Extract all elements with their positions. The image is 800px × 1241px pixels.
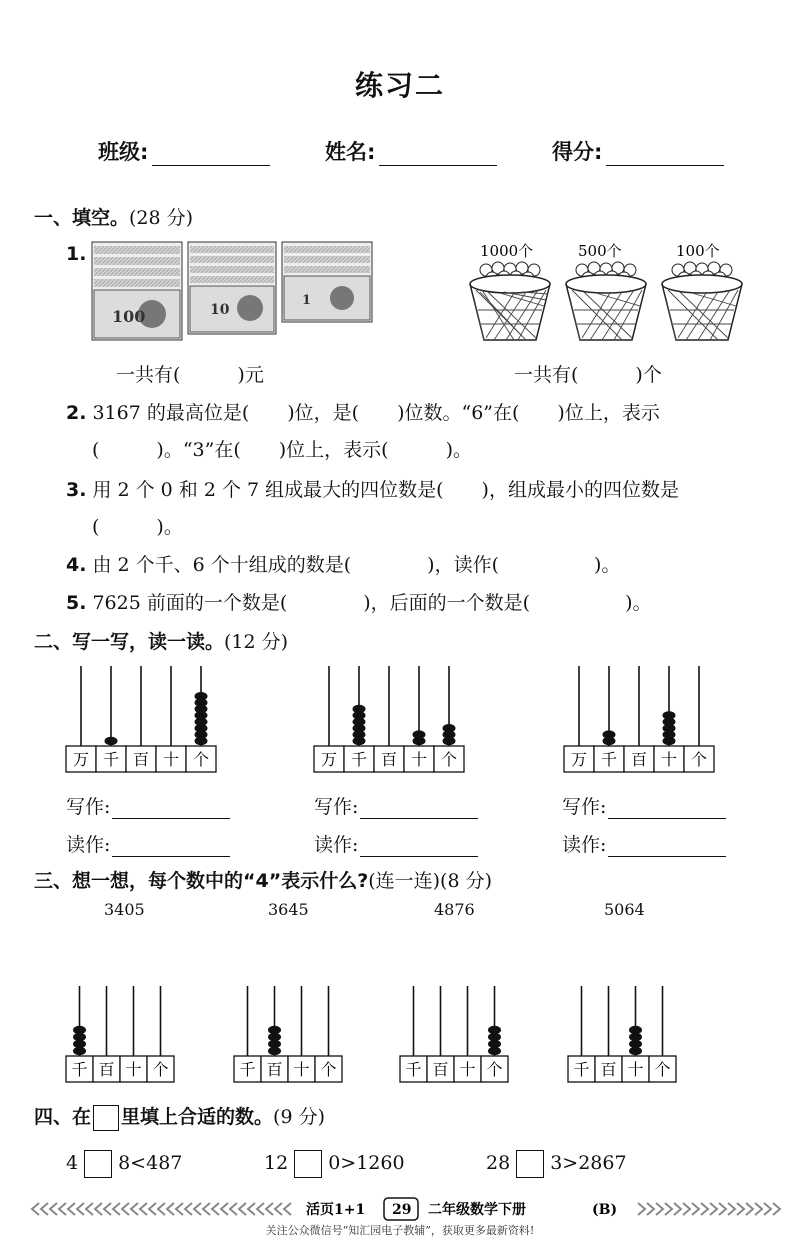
compare-item-3: 28 3>2867 [486, 1150, 627, 1178]
footer-edition: (B) [592, 1202, 618, 1218]
abacus-label: 百 [432, 1060, 449, 1079]
abacus-bead [73, 1026, 86, 1034]
abacus-label: 百 [266, 1060, 283, 1079]
abacus-label: 个 [440, 750, 458, 769]
section-1-title: 一、填空。 [34, 207, 130, 229]
section-3-title: 三、想一想，每个数中的“4”表示什么? [34, 870, 369, 892]
abacus-label: 十 [459, 1060, 476, 1079]
abacus-bead [195, 692, 208, 700]
abacus-five-2 [314, 666, 464, 772]
section-2-points: (12 分) [224, 631, 289, 653]
number-4876[interactable]: 4876 [434, 900, 475, 919]
abacus-row-five-rods [0, 660, 800, 780]
number-3645[interactable]: 3645 [268, 900, 309, 919]
q3-line1[interactable]: 3. 用 2 个 0 和 2 个 7 组成最大的四位数是( )，组成最小的四位数是 [66, 479, 679, 501]
abacus-label: 个 [654, 1060, 671, 1079]
q5[interactable]: 5. 7625 前面的一个数是( )，后面的一个数是( )。 [66, 592, 652, 614]
section-4-points: (9 分) [273, 1106, 325, 1128]
abacus-label: 十 [162, 750, 180, 769]
svg-text:1000个: 1000个 [480, 242, 534, 260]
basket-1000 [470, 242, 550, 340]
footer-brand: 活页1+1 [306, 1202, 366, 1218]
score-blank[interactable] [606, 143, 724, 166]
basket-500 [566, 242, 646, 340]
footer-page-number: 29 [392, 1202, 412, 1218]
abacus-2-write[interactable]: 写作: [314, 792, 478, 819]
q1-money-answer[interactable]: 一共有( )元 [116, 364, 264, 386]
svg-text:100个: 100个 [676, 242, 720, 260]
svg-text:10: 10 [210, 302, 230, 318]
abacus-label: 个 [320, 1060, 337, 1079]
baskets-image [466, 238, 756, 348]
basket-100 [662, 242, 742, 340]
footer-arrows-right-icon [638, 1203, 780, 1215]
abacus-bead [603, 730, 616, 738]
abacus-label: 十 [293, 1060, 310, 1079]
footer-bar [0, 1196, 800, 1222]
section-4-heading: 四、在 里填上合适的数。(9 分) [34, 1102, 325, 1131]
hundred-yuan-stack [92, 242, 182, 340]
name-field[interactable] [325, 136, 497, 166]
abacus-label: 千 [239, 1060, 256, 1079]
abacus-bead [629, 1026, 642, 1034]
abacus-label: 千 [573, 1060, 590, 1079]
abacus-label: 百 [98, 1060, 115, 1079]
abacus-label: 百 [380, 750, 398, 769]
q1-number: 1. [66, 243, 87, 265]
number-3405[interactable]: 3405 [104, 900, 145, 919]
abacus-label: 十 [125, 1060, 142, 1079]
ten-yuan-stack [188, 242, 276, 334]
score-field[interactable] [552, 136, 724, 166]
q2-line2[interactable]: ( )。“3”在( )位上，表示( )。 [92, 439, 472, 461]
number-5064[interactable]: 5064 [604, 900, 645, 919]
class-field[interactable] [98, 136, 270, 166]
abacus-bead [268, 1026, 281, 1034]
answer-box-2[interactable] [294, 1150, 322, 1178]
heading-box-icon [93, 1105, 119, 1131]
abacus-label: 万 [72, 750, 90, 769]
name-label: 姓名: [325, 140, 376, 164]
abacus-1-read[interactable]: 读作: [66, 830, 230, 857]
banknotes-image [90, 240, 375, 344]
abacus-2-read[interactable]: 读作: [314, 830, 478, 857]
abacus-label: 千 [71, 1060, 88, 1079]
class-blank[interactable] [152, 143, 270, 166]
abacus-label: 十 [627, 1060, 644, 1079]
section-3-heading [34, 866, 492, 893]
abacus-label: 千 [405, 1060, 422, 1079]
abacus-four-3 [400, 986, 508, 1082]
abacus-label: 万 [570, 750, 588, 769]
abacus-label: 万 [320, 750, 338, 769]
section-1-heading [34, 203, 193, 230]
footer-note: 关注公众微信号“知汇园电子教辅”，获取更多最新资料! [265, 1224, 535, 1237]
svg-text:100: 100 [112, 307, 146, 326]
abacus-bead [413, 730, 426, 738]
abacus-3-write[interactable]: 写作: [562, 792, 726, 819]
svg-text:500个: 500个 [578, 242, 622, 260]
score-label: 得分: [552, 140, 603, 164]
abacus-label: 百 [132, 750, 150, 769]
abacus-bead [105, 737, 118, 745]
section-2-heading [34, 627, 288, 654]
abacus-label: 个 [486, 1060, 503, 1079]
page-title: 练习二 [354, 69, 445, 102]
q2-line1[interactable]: 2. 3167 的最高位是( )位，是( )位数。“6”在( )位上，表示 [66, 402, 660, 424]
q4[interactable]: 4. 由 2 个千、6 个十组成的数是( )，读作( )。 [66, 554, 621, 576]
abacus-bead [663, 711, 676, 719]
abacus-bead [443, 724, 456, 732]
abacus-four-2 [234, 986, 342, 1082]
abacus-four-4 [568, 986, 676, 1082]
answer-box-1[interactable] [84, 1150, 112, 1178]
abacus-four-1 [66, 986, 174, 1082]
compare-item-1: 4 8<487 [66, 1150, 182, 1178]
section-3-hint: (连一连) [368, 870, 441, 892]
section-1-points: (28 分) [129, 207, 194, 229]
abacus-label: 个 [192, 750, 210, 769]
section-3-points: (8 分) [440, 870, 493, 892]
abacus-label: 个 [152, 1060, 169, 1079]
q3-line2[interactable]: ( )。 [92, 516, 183, 538]
name-blank[interactable] [379, 143, 497, 166]
abacus-five-3 [564, 666, 714, 772]
q1-basket-answer[interactable]: 一共有( )个 [514, 364, 662, 386]
abacus-label: 个 [690, 750, 708, 769]
footer-book: 二年级数学下册 [428, 1202, 526, 1218]
abacus-label: 千 [102, 750, 120, 769]
svg-text:1: 1 [302, 293, 312, 308]
abacus-label: 十 [660, 750, 678, 769]
abacus-row-four-rods [0, 980, 800, 1085]
abacus-label: 千 [350, 750, 368, 769]
answer-box-3[interactable] [516, 1150, 544, 1178]
abacus-label: 千 [600, 750, 618, 769]
class-label: 班级: [98, 140, 149, 164]
abacus-label: 百 [600, 1060, 617, 1079]
abacus-label: 十 [410, 750, 428, 769]
abacus-1-write[interactable]: 写作: [66, 792, 230, 819]
one-yuan-stack [282, 242, 372, 322]
abacus-five-1 [66, 666, 216, 772]
abacus-3-read[interactable]: 读作: [562, 830, 726, 857]
section-2-title: 二、写一写，读一读。 [34, 631, 225, 653]
compare-item-2: 12 0>1260 [264, 1150, 405, 1178]
abacus-label: 百 [630, 750, 648, 769]
footer-arrows-left-icon [32, 1203, 291, 1215]
abacus-bead [353, 705, 366, 713]
abacus-bead [488, 1026, 501, 1034]
